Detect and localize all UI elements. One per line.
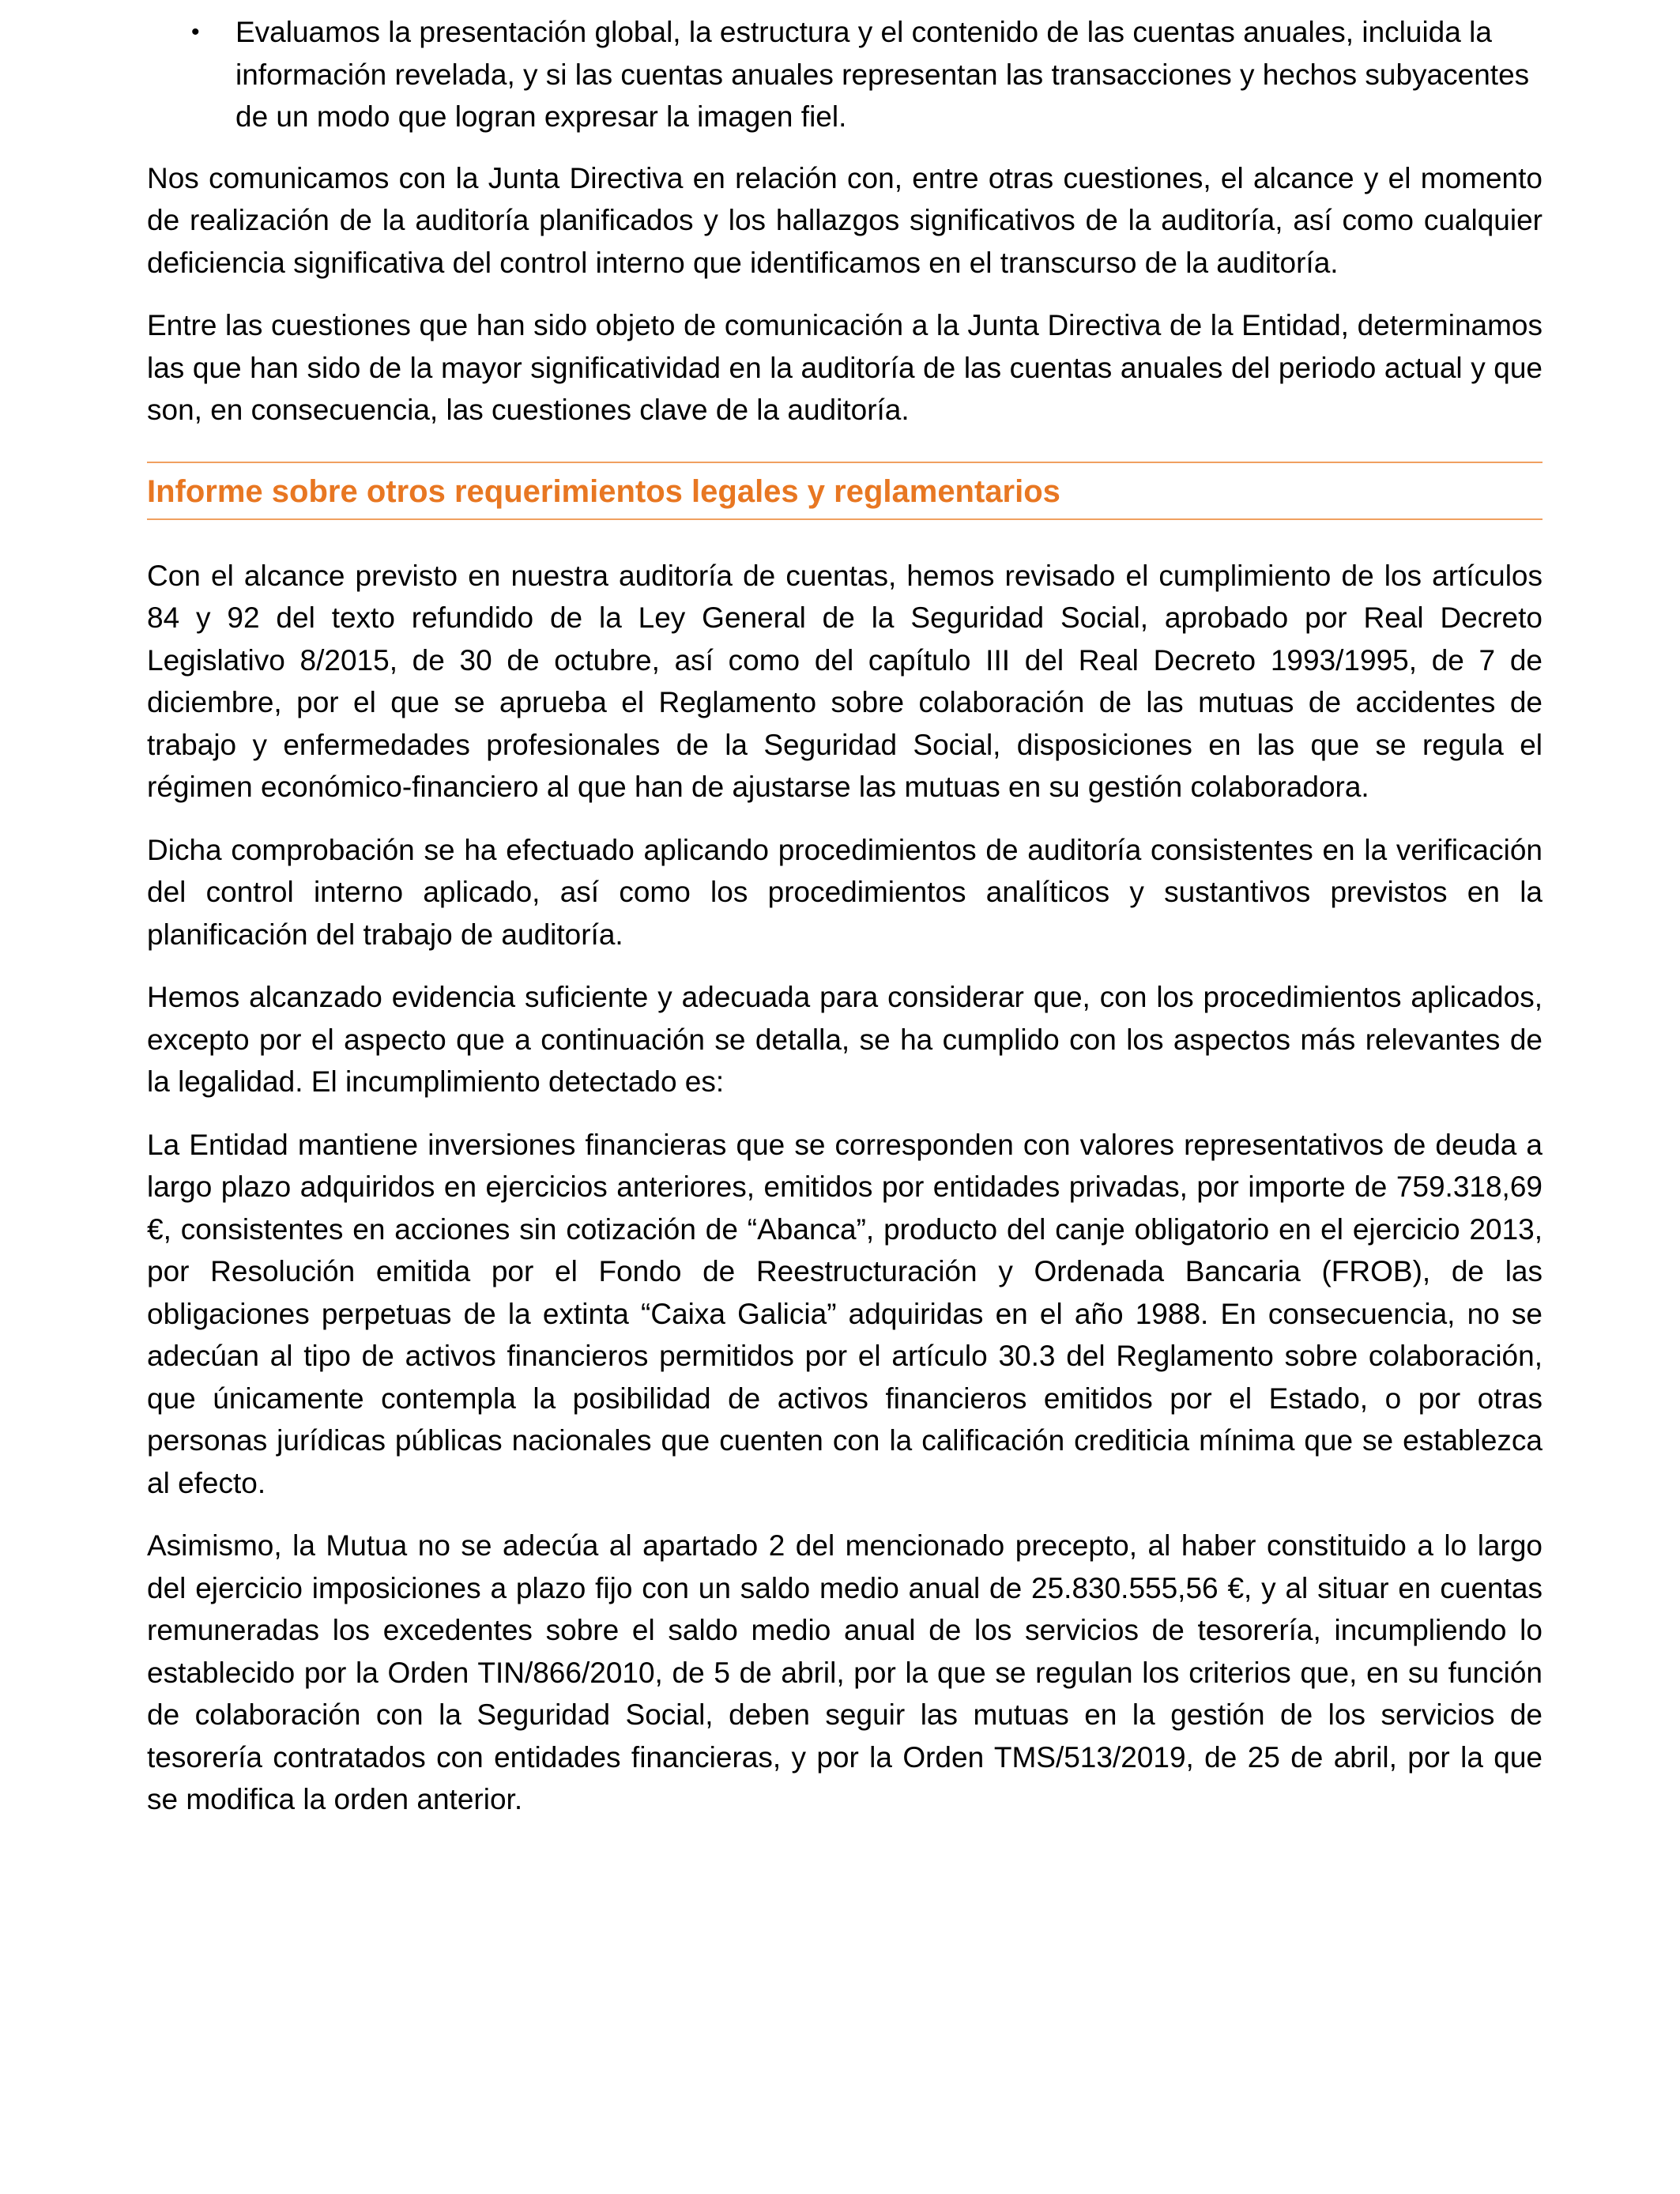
paragraph-communication: Nos comunicamos con la Junta Directiva en relación con, entre otras cuestiones, el alcance y el momento de realización de la auditoría planificados y los hallazgos significativos de la auditoría, así como cualquier deficiencia significativa del control interno que identificamos en el transcurso de la auditoría. xyxy=(147,161,1543,279)
bullet-text: Evaluamos la presentación global, la estructura y el contenido de las cuentas anuales, incluida la información revelada, y si las cuentas anuales representan las transacciones y hechos subyacentes de un modo que logran expresar la imagen fiel. xyxy=(235,16,1530,133)
document-page xyxy=(147,11,1543,1821)
paragraph-scope: Con el alcance previsto en nuestra auditoría de cuentas, hemos revisado el cumplimiento de los artículos 84 y 92 del texto refundido de la Ley General de la Seguridad Social, aprobado por Real Decreto Legislativo 8/2015, de 30 de octubre, así como del capítulo III del Real Decreto 1993/1995, de 7 de diciembre, por el que se aprueba el Reglamento sobre colaboración de las mutuas de accidentes de trabajo y enfermedades profesionales de la Seguridad Social, disposiciones en las que se regula el régimen económico-financiero al que han de ajustarse las mutuas en su gestión colaboradora. xyxy=(147,559,1543,803)
bullet-list xyxy=(147,11,1543,138)
section-title: Informe sobre otros requerimientos legales y reglamentarios xyxy=(147,473,1060,509)
paragraph-evidence: Hemos alcanzado evidencia suficiente y adecuada para considerar que, con los procedimientos aplicados, excepto por el aspecto que a continuación se detalla, se ha cumplido con los aspectos más relevantes de la legalidad. El incumplimiento detectado es: xyxy=(147,981,1543,1098)
bullet-icon: • xyxy=(191,19,200,45)
paragraph-procedures: Dicha comprobación se ha efectuado aplicando procedimientos de auditoría consistentes en la verificación del control interno aplicado, así como los procedimientos analíticos y sustantivos previstos en la planificación del trabajo de auditoría. xyxy=(147,833,1543,951)
paragraph-treasury: Asimismo, la Mutua no se adecúa al apartado 2 del mencionado precepto, al haber constituido a lo largo del ejercicio imposiciones a plazo fijo con un saldo medio anual de 25.830.555,56 €, y al situar en cuentas remuneradas los excedentes sobre el saldo medio anual de los servicios de tesorería, incumpliendo lo establecido por la Orden TIN/866/2010, de 5 de abril, por la que se regulan los criterios que, en su función de colaboración con la Seguridad Social, deben seguir las mutuas en la gestión de los servicios de tesorería contratados con entidades financieras, y por la Orden TMS/513/2019, de 25 de abril, por la que se modifica la orden anterior. xyxy=(147,1529,1543,1815)
paragraph-investments: La Entidad mantiene inversiones financieras que se corresponden con valores representativos de deuda a largo plazo adquiridos en ejercicios anteriores, emitidos por entidades privadas, por importe de 759.318,69 €, consistentes en acciones sin cotización de “Abanca”, producto del canje obligatorio en el ejercicio 2013, por Resolución emitida por el Fondo de Reestructuración y Ordenada Bancaria (FROB), de las obligaciones perpetuas de la extinta “Caixa Galicia” adquiridas en el año 1988. En consecuencia, no se adecúan al tipo de activos financieros permitidos por el artículo 30.3 del Reglamento sobre colaboración, que únicamente contempla la posibilidad de activos financieros emitidos por el Estado, o por otras personas jurídicas públicas nacionales que cuenten con la calificación crediticia mínima que se establezca al efecto. xyxy=(147,1128,1543,1499)
paragraph-key-matters: Entre las cuestiones que han sido objeto de comunicación a la Junta Directiva de la Entidad, determinamos las que han sido de la mayor significatividad en la auditoría de las cuentas anuales del periodo actual y que son, en consecuencia, las cuestiones clave de la auditoría. xyxy=(147,309,1543,426)
section-heading xyxy=(147,462,1543,520)
bullet-item xyxy=(147,11,1543,138)
